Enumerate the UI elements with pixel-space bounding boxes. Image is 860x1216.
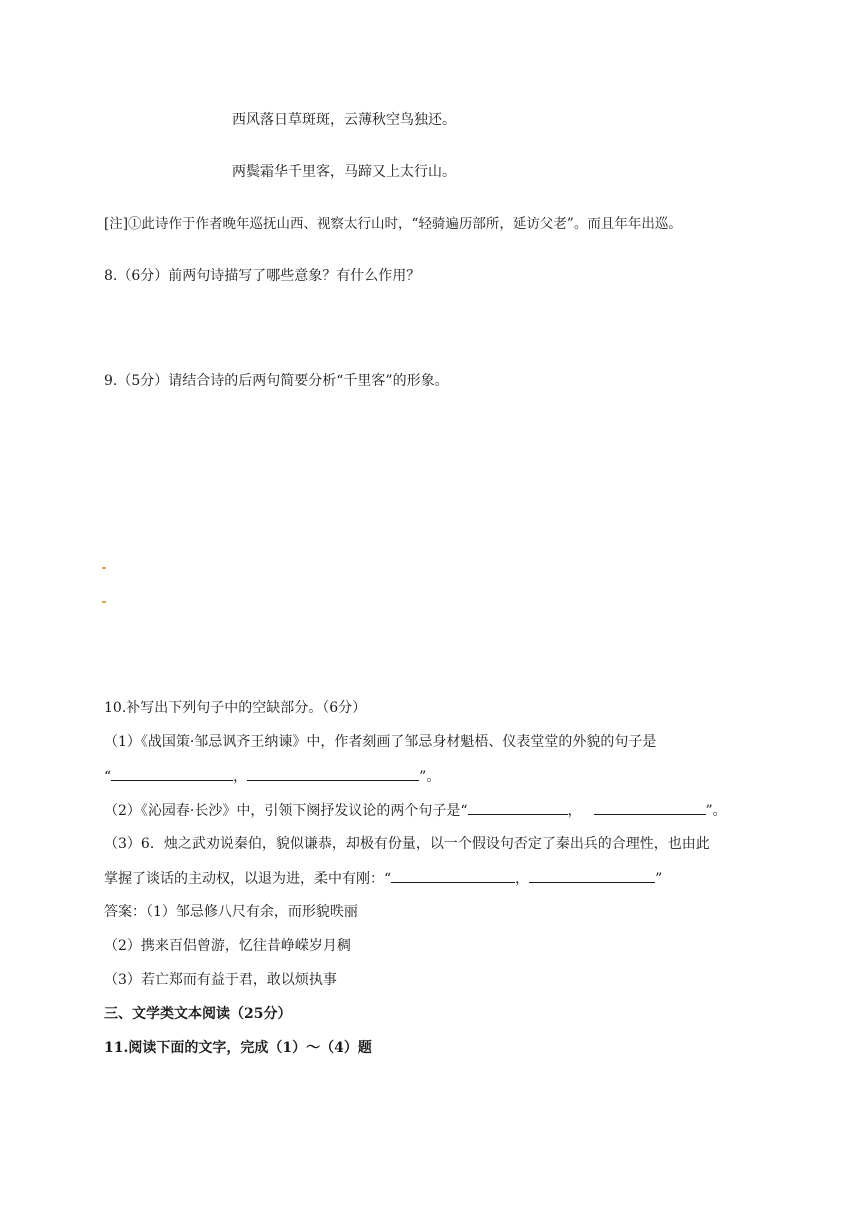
q10-item3-line2 — [104, 868, 662, 889]
poem-line-2: 两鬓霜华千里客，马蹄又上太行山。 — [232, 164, 456, 180]
item3-text: 掌握了谈话的主动权，以退为进，柔中有刚：“ — [104, 871, 392, 887]
poem-note: [注]①此诗作于作者晚年巡抚山西、视察太行山时，“轻骑遍历部所，延访父老”。而且年年出巡。 — [104, 216, 682, 232]
close-quote: ”。 — [705, 803, 727, 819]
close-quote: ” — [655, 871, 663, 887]
answer-3: （3）若亡郑而有益于君，敢以烦执事 — [104, 972, 337, 988]
question-8: 8.（6分）前两句诗描写了哪些意象？有什么作用？ — [104, 268, 421, 284]
comma: ， — [567, 803, 582, 819]
question-11: 11.阅读下面的文字，完成（1）～（4）题 — [104, 1040, 372, 1056]
q10-item3-line1: （3）6．烛之武劝说秦伯，貌似谦恭，却极有份量，以一个假设句否定了秦出兵的合理性，也由此 — [104, 836, 710, 852]
item2-text: （2）《沁园春·长沙》中，引领下阕抒发议论的两个句子是“ — [104, 803, 468, 819]
question-9: 9.（5分）请结合诗的后两句简要分析“千里客”的形象。 — [104, 373, 449, 389]
section-3-heading: 三、文学类文本阅读（25分） — [104, 1006, 292, 1022]
answer-1: 答案：（1）邹忌修八尺有余，而形貌昳丽 — [104, 904, 358, 920]
decoration-mark-1 — [102, 567, 106, 569]
answer-blank[interactable] — [529, 868, 655, 883]
comma: ， — [515, 871, 530, 887]
answer-blank[interactable] — [247, 766, 419, 781]
answer-blank[interactable] — [468, 800, 568, 815]
open-quote: “ — [104, 769, 112, 785]
answer-blank[interactable] — [594, 800, 706, 815]
q10-item1-line2 — [104, 766, 440, 787]
comma: ， — [233, 769, 248, 785]
answer-blank[interactable] — [111, 766, 233, 781]
poem-line-1: 西风落日草斑斑，云薄秋空鸟独还。 — [232, 112, 456, 128]
answer-2: （2）携来百侣曾游，忆往昔峥嵘岁月稠 — [104, 938, 351, 954]
answer-blank[interactable] — [391, 868, 515, 883]
decoration-mark-2 — [102, 601, 106, 603]
close-quote: ”。 — [419, 769, 441, 785]
q10-item2 — [104, 800, 727, 821]
question-10-heading: 10.补写出下列句子中的空缺部分。（6分） — [104, 700, 367, 716]
q10-item1-line1: （1）《战国策·邹忌讽齐王纳谏》中，作者刻画了邹忌身材魁梧、仪表堂堂的外貌的句子是 — [104, 734, 657, 750]
